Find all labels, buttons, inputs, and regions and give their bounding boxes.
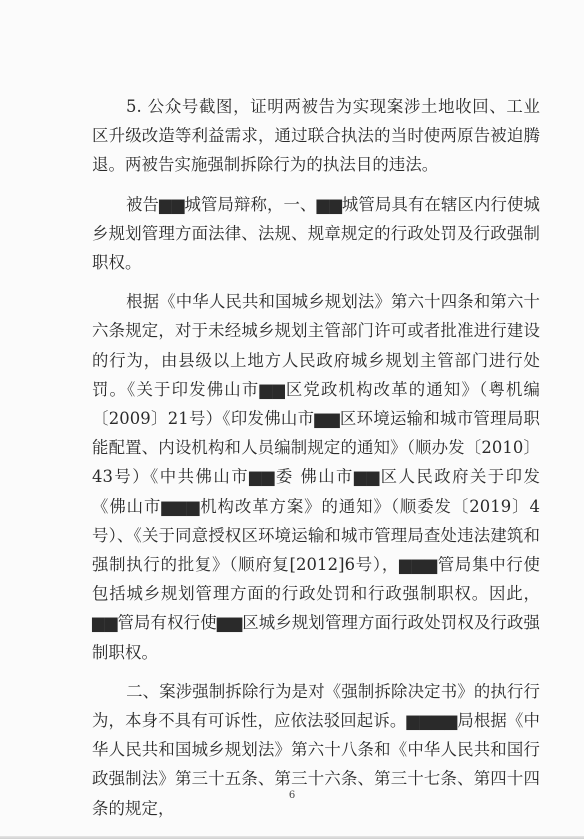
paragraph-text: 根据《中华人民共和国城乡规划法》第六十四条和第六十六条规定，对于未经城乡规划主管部门许可或者批准进行建设的行为，由县级以上地方人民政府城乡规划主管部门进行处罚。《关于印发佛山市▆▆区党政机构改革的通知》（粤机编〔2009〕21号）《印发佛山市▆▆区环境运输和城市管理局职能配置、内设机构和人员编制规定的通知》（顺办发〔2010〕43号）《中共佛山市▆▆委 佛山市▆▆区人民政府关于印发《佛山市▆▆▆机构改革方案》的通知》（顺委发〔2019〕4号）、《关于同意授权区环境运输和城市管理局查处违法建筑和强制执行的批复》（顺府复[2012]6号），▆▆▆管局集中行使包括城乡规划管理方面的行政处罚和行政强制职权。因此，▆▆管局有权行使▆▆区城乡规划管理方面行政处罚权及行政强制职权。	[92, 292, 540, 662]
document-body	[92, 92, 540, 823]
paragraph-defense-1	[92, 190, 540, 278]
paragraph-evidence-5	[92, 92, 540, 180]
page-number: 6	[288, 790, 296, 801]
paragraph-legal-basis	[92, 287, 540, 667]
paragraph-text: 被告▆▆城管局辩称，一、▆▆城管局具有在辖区内行使城乡规划管理方面法律、法规、规章规定的行政处罚及行政强制职权。	[92, 194, 540, 273]
paragraph-text: 5. 公众号截图，证明两被告为实现案涉土地收回、工业区升级改造等利益需求，通过联合执法的当时使两原告被迫腾退。两被告实施强制拆除行为的执法目的违法。	[92, 97, 540, 175]
paragraph-text: 二、案涉强制拆除行为是对《强制拆除决定书》的执行行为，本身不具有可诉性，应依法驳回起诉。▆▆▆▆局根据《中华人民共和国城乡规划法》第六十八条和《中华人民共和国行政强制法》第三十五条、第三十六条、第三十七条、第四十四条的规定，	[92, 681, 540, 818]
